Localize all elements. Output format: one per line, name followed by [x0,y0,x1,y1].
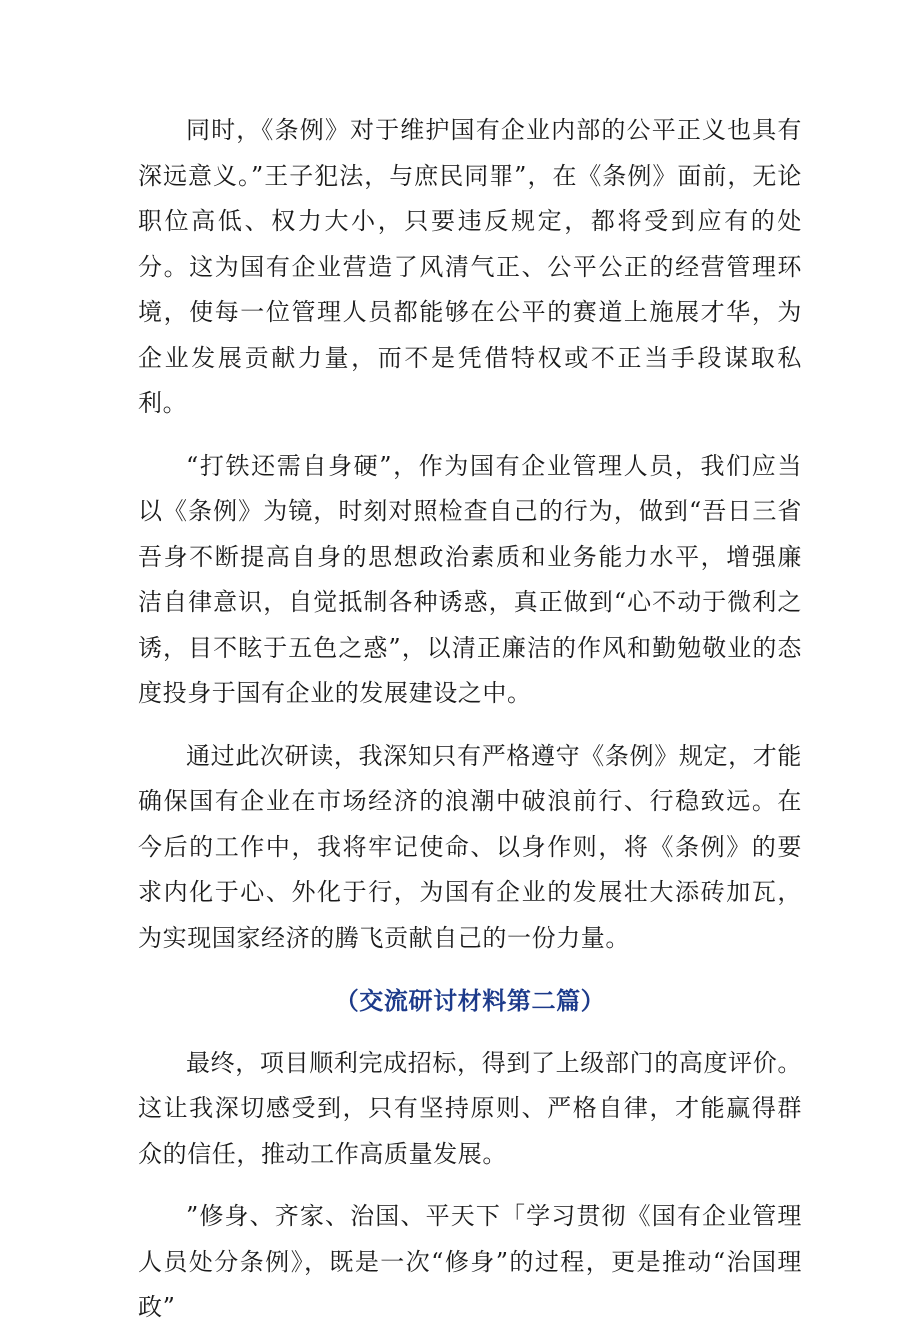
paragraph-self-discipline: “打铁还需自身硬”，作为国有企业管理人员，我们应当以《条例》为镜，时刻对照检查自己的行为，做到“吾日三省吾身不断提高自身的思想政治素质和业务能力水平，增强廉洁自律意识，自觉抵制各种诱惑，真正做到“心不动于微利之诱，目不眩于五色之惑”，以清正廉洁的作风和勤勉敬业的态度投身于国有企业的发展建设之中。 [138,451,802,707]
paragraph-conclusion: 通过此次研读，我深知只有严格遵守《条例》规定，才能确保国有企业在市场经济的浪潮中破浪前行、行稳致远。在今后的工作中，我将牢记使命、以身作则，将《条例》的要求内化于心、外化于行，为国有企业的发展壮大添砖加瓦，为实现国家经济的腾飞贡献自己的一份力量。 [138,741,802,952]
paragraph-project-result: 最终，项目顺利完成招标，得到了上级部门的高度评价。这让我深切感受到，只有坚持原则、严格自律，才能赢得群众的信任，推动工作高质量发展。 [138,1048,802,1168]
paragraph-self-cultivation: ”修身、齐家、治国、平天下「学习贯彻《国有企业管理人员处分条例》，既是一次“修身”的过程，更是推动“治国理政” [138,1202,802,1321]
paragraph-fairness: 同时，《条例》对于维护国有企业内部的公平正义也具有深远意义。”王子犯法，与庶民同罪”，在《条例》面前，无论职位高低、权力大小，只要违反规定，都将受到应有的处分。这为国有企业营造了风清气正、公平公正的经营管理环境，使每一位管理人员都能够在公平的赛道上施展才华，为企业发展贡献力量，而不是凭借特权或不正当手段谋取私利。 [138,116,802,417]
section-heading: （交流研讨材料第二篇） [334,986,606,1015]
